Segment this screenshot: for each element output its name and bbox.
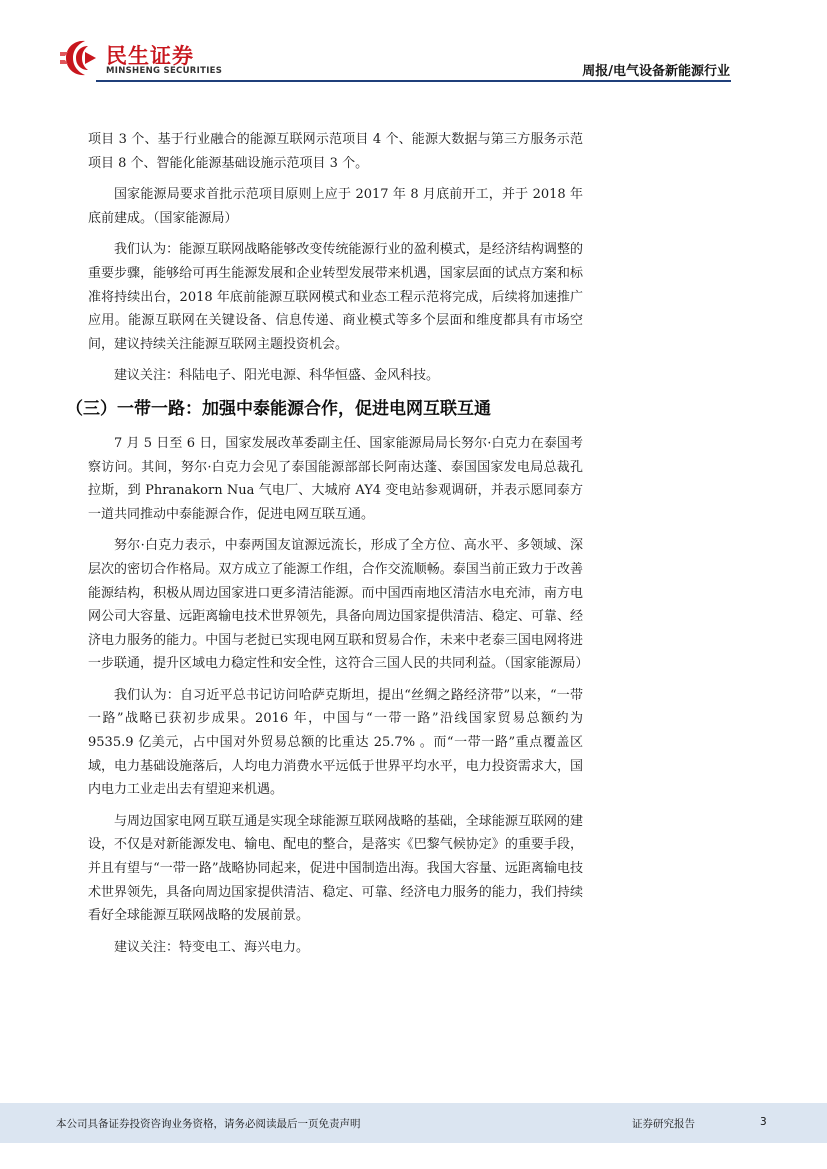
header-divider	[96, 80, 731, 82]
paragraph: 我们认为：能源互联网战略能够改变传统能源行业的盈利模式，是经济结构调整的重要步骤，能够给可再生能源发展和企业转型发展带来机遇，国家层面的试点方案和标准将持续出台，2018 年底前能源互联网模式和业态工程示范将完成，后续将加速推广应用。能源互联网在关键设备、信息传递、商业模式等多个层面和维度都具有市场空间，建议持续关注能源互联网主题投资机会。	[88, 242, 583, 352]
page-number: 3	[760, 1116, 767, 1128]
report-body	[66, 128, 589, 967]
paragraph: 7 月 5 日至 6 日，国家发展改革委副主任、国家能源局局长努尔·白克力在泰国考察访问。其间，努尔·白克力会见了泰国能源部部长阿南达蓬、泰国国家发电局总裁孔拉斯，到 Phranakorn Nua 气电厂、大城府 AY4 变电站参观调研，并表示愿同泰方一道共同推动中泰能源合作，促进电网互联互通。	[88, 435, 583, 522]
brand-logo	[58, 38, 228, 78]
recommendation-paragraph: 建议关注：科陆电子、阳光电源、科华恒盛、金风科技。	[114, 368, 440, 384]
paragraph: 我们认为：自习近平总书记访问哈萨克斯坦，提出“丝绸之路经济带”以来，“一带一路”战略已获初步成果。2016 年，中国与“一带一路”沿线国家贸易总额约为 9535.9 亿美元，占中国对外贸易总额的比重达 25.7% 。而“一带一路”重点覆盖区域，电力基础设施落后，人均电力消费水平远低于世界平均水平，电力投资需求大，国内电力工业走出去有望迎来机遇。	[88, 687, 583, 798]
recommendation-paragraph: 建议关注：特变电工、海兴电力。	[114, 939, 310, 955]
report-type-label: 周报/电气设备新能源行业	[582, 64, 730, 79]
section-heading: （三）一带一路：加强中泰能源合作，促进电网互联互通	[66, 398, 491, 419]
footer-disclaimer: 本公司具备证券投资咨询业务资格，请务必阅读最后一页免责声明	[56, 1118, 361, 1130]
page-footer	[0, 1103, 827, 1143]
brand-name-en: MINSHENG SECURITIES	[106, 66, 223, 76]
paragraph: 国家能源局要求首批示范项目原则上应于 2017 年 8 月底前开工，并于 2018 年底前建成。（国家能源局）	[88, 187, 583, 226]
paragraph: 项目 3 个、基于行业融合的能源互联网示范项目 4 个、能源大数据与第三方服务示范项目 8 个、智能化能源基础设施示范项目 3 个。	[88, 132, 583, 171]
paragraph: 努尔·白克力表示，中泰两国友谊源远流长，形成了全方位、高水平、多领域、深层次的密切合作格局。双方成立了能源工作组，合作交流顺畅。泰国当前正致力于改善能源结构，积极从周边国家进口更多清洁能源。而中国西南地区清洁水电充沛，南方电网公司大容量、远距离输电技术世界领先，具备向周边国家提供清洁、稳定、可靠、经济电力服务的能力。中国与老挝已实现电网互联和贸易合作，未来中老泰三国电网将进一步联通，提升区域电力稳定性和安全性，这符合三国人民的共同利益。（国家能源局）	[88, 538, 589, 672]
footer-doc-type: 证券研究报告	[632, 1118, 695, 1130]
page-header	[0, 0, 827, 90]
paragraph: 与周边国家电网互联互通是实现全球能源互联网战略的基础，全球能源互联网的建设，不仅是对新能源发电、输电、配电的整合，是落实《巴黎气候协定》的重要手段，并且有望与“一带一路”战略协同起来，促进中国制造出海。我国大容量、远距离输电技术世界领先，具备向周边国家提供清洁、稳定、可靠、经济电力服务的能力，我们持续看好全球能源互联网战略的发展前景。	[88, 813, 583, 924]
minsheng-logo-icon	[58, 38, 100, 78]
brand-name-cn: 民生证券	[106, 44, 194, 68]
